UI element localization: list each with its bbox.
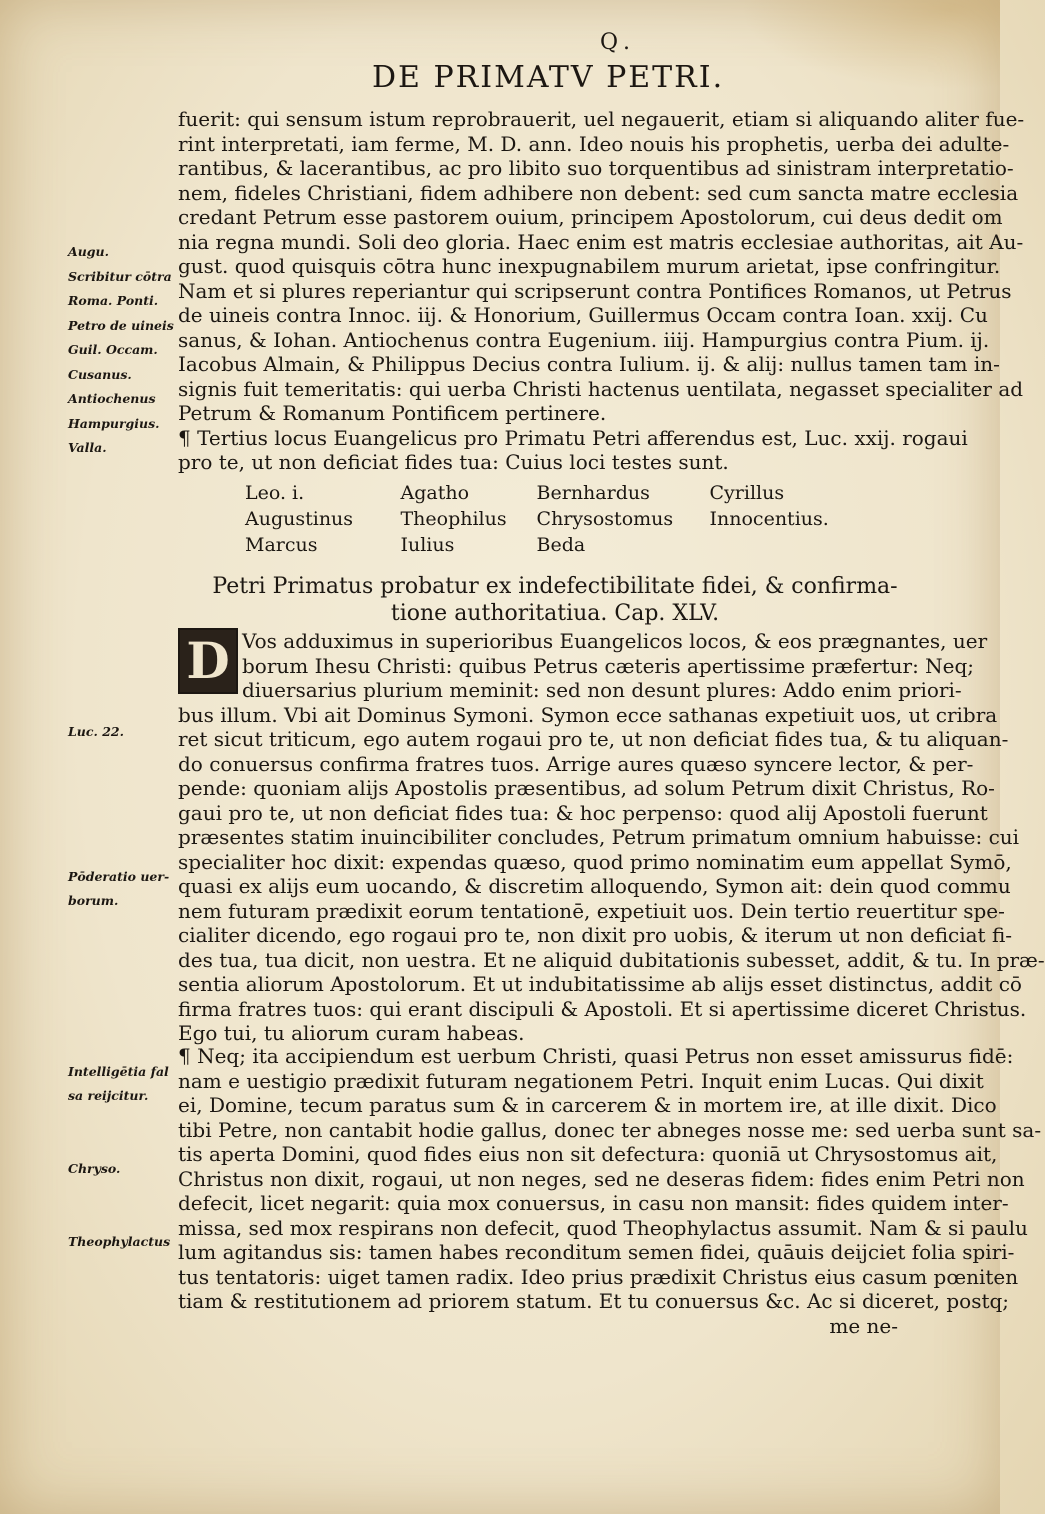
text-line: pende: quoniam alijs Apostolis præsentibus, ad solum Petrum dixit Christus, Ro-	[178, 776, 995, 800]
witness	[710, 532, 865, 558]
text-line: tis aperta Domini, quod fides eius non sit defectura: quoniā ut Chrysostomus ait,	[178, 1142, 998, 1166]
text-line: Christus non dixit, rogaui, ut non neges, sed ne deseras fidem: fides enim Petri non	[178, 1166, 1025, 1191]
witness-row	[245, 532, 865, 558]
text-line: nem, fideles Christiani, fidem adhibere non debent: sed cum sancta matre ecclesia	[178, 180, 1019, 205]
margin-note: Cusanus.	[68, 366, 132, 382]
text-line: tibi Petre, non cantabit hodie gallus, donec ter abneges nosse me: sed uerba sunt sa-	[178, 1117, 1042, 1142]
text-line: nam e uestigio prædixit futuram negationem Petri. Inquit enim Lucas. Qui dixit	[178, 1068, 984, 1093]
text-line: firma fratres tuos: qui erant discipuli & Apostoli. Et si apertissime diceret Christus.	[178, 996, 1027, 1021]
text-line: tiam & restitutionem ad priorem statum. Et tu conuersus &c. Ac si diceret, postq;	[178, 1289, 1010, 1313]
text-section-3	[178, 1044, 1042, 1338]
margin-note: Chryso.	[68, 1161, 121, 1176]
text-line: ¶ Tertius locus Euangelicus pro Primatu Petri afferendus est, Luc. xxij. rogaui	[178, 425, 968, 450]
chapter-heading	[175, 573, 935, 627]
witness: Leo. i.	[245, 482, 305, 504]
margin-note: Petro de uineis	[68, 317, 174, 333]
text-line: gust. quod quisquis cōtra hunc inexpugnabilem murum arietat, ipse confringitur.	[178, 254, 1001, 278]
text-line: do conuersus confirma fratres tuos. Arrige aures quæso syncere lector, & per-	[178, 751, 974, 776]
witness: Theophilus	[400, 508, 507, 530]
text-line: borum Ihesu Christi: quibus Petrus cæteris apertissime præfertur: Neq;	[242, 653, 975, 678]
text-line: signis fuit temeritatis: qui uerba Christi hactenus uentilata, negasset specialiter ad	[178, 376, 1024, 401]
witness: Iulius	[400, 534, 455, 556]
signature-mark: Q.	[600, 30, 636, 55]
witness: Innocentius.	[709, 508, 829, 530]
text-section-1	[178, 107, 1025, 475]
text-line: missa, sed mox respirans non defecit, quod Theophylactus assumit. Nam & si paulu	[178, 1215, 1028, 1240]
witness: Agatho	[400, 482, 470, 504]
chapter-heading-line: Petri Primatus probatur ex indefectibilitate fidei, & confirma-	[212, 574, 898, 599]
witness: Bernhardus	[536, 482, 650, 504]
chapter-heading-line: tione authoritatiua. Cap. XLV.	[390, 601, 720, 626]
text-line: des tua, tua dicit, non uestra. Et ne aliquid dubitationis subesset, addit, & tu. In præ-	[178, 947, 1045, 972]
corner-stain	[740, 0, 1000, 90]
margin-note: Hampurgius.	[68, 415, 160, 431]
text-line: diuersarius plurium meminit: sed non desunt plures: Addo enim priori-	[242, 678, 962, 702]
text-line: defecit, licet negarit: quia mox conuersus, in casu non mansit: fides quidem inter-	[178, 1191, 1009, 1215]
margin-note: Scribitur cōtra	[68, 268, 172, 284]
margin-note: Luc. 22.	[68, 724, 124, 739]
text-line: pro te, ut non deficiat fides tua: Cuius loci testes sunt.	[178, 450, 729, 474]
margin-note: Guil. Occam.	[68, 342, 158, 357]
margin-note: Theophylactus	[68, 1234, 171, 1249]
text-line: ¶ Neq; ita accipiendum est uerbum Christi, quasi Petrus non esset amissurus fidē:	[178, 1044, 1014, 1068]
text-line: sentia aliorum Apostolorum. Et ut indubitatissime ab alijs esset distinctus, addit cō	[178, 972, 1022, 996]
text-line: nem futuram prædixit eorum tentationē, expetiuit uos. Dein tertio reuertitur spe-	[178, 898, 1005, 923]
decorated-initial: D	[178, 628, 238, 694]
text-line: rint interpretati, iam ferme, M. D. ann. Ideo nouis his prophetis, uerba dei adulte-	[178, 131, 1010, 156]
text-line: Petrum & Romanum Pontificem pertinere.	[178, 401, 607, 425]
margin-note: Intelligētia fal	[68, 1064, 169, 1079]
text-line: specialiter hoc dixit: expendas quæso, quod primo nominatim eum appellat Symō,	[178, 849, 1012, 874]
margin-note: Valla.	[68, 440, 107, 455]
text-line: bus illum. Vbi ait Dominus Symoni. Symon ecce sathanas expetiuit uos, ut cribra	[178, 702, 998, 727]
witnesses-list	[245, 480, 865, 558]
text-line: ei, Domine, tecum paratus sum & in carcerem & in mortem ire, at ille dixit. Dico	[178, 1093, 997, 1117]
margin-note: Pōderatio uer-	[68, 869, 170, 884]
text-line: credant Petrum esse pastorem ouium, principem Apostolorum, cui deus dedit om	[178, 205, 1003, 229]
witness-row	[245, 480, 865, 506]
witness: Beda	[536, 534, 586, 556]
margin-note: Antiochenus	[68, 391, 156, 406]
margin-note: sa reijcitur.	[68, 1088, 149, 1103]
text-line: cialiter dicendo, ego rogaui pro te, non dixit pro uobis, & iterum ut non deficiat fi-	[178, 923, 1013, 947]
text-line: gaui pro te, ut non deficiat fides tua: & hoc perpenso: quod alij Apostoli fuerunt	[178, 800, 988, 825]
margin-note: Roma. Ponti.	[68, 293, 159, 308]
text-line: de uineis contra Innoc. iij. & Honorium, Guillermus Occam contra Ioan. xxij. Cu	[178, 303, 988, 327]
text-line: lum agitandus sis: tamen habes reconditum semen fidei, quāuis deijciet folia spiri-	[178, 1240, 1015, 1264]
text-line: Iacobus Almain, & Philippus Decius contra Iulium. ij. & alij: nullus tamen tam in-	[178, 352, 1000, 376]
witness: Chrysostomus	[536, 508, 674, 530]
text-line: nia regna mundi. Soli deo gloria. Haec enim est matris ecclesiae authoritas, ait Au-	[178, 229, 1024, 254]
margin-note: Augu.	[68, 244, 109, 259]
witness: Cyrillus	[709, 482, 785, 504]
margin-notes-block-1	[68, 240, 178, 461]
text-section-2	[178, 629, 1045, 1046]
margin-note: borum.	[68, 893, 119, 908]
text-line: fuerit: qui sensum istum reprobrauerit, uel negauerit, etiam si aliquando aliter fue-	[178, 107, 1025, 131]
catchword: me ne-	[829, 1313, 898, 1338]
text-line: sanus, & Iohan. Antiochenus contra Eugenium. iiij. Hampurgius contra Pium. ij.	[178, 327, 990, 352]
text-line: Ego tui, tu aliorum curam habeas.	[178, 1021, 525, 1045]
text-line: quasi ex alijs eum uocando, & discretim alloquendo, Symon ait: dein quod commu	[178, 874, 1011, 898]
witness: Marcus	[245, 534, 318, 556]
witness: Augustinus	[245, 508, 354, 530]
text-line: rantibus, & lacerantibus, ac pro libito suo torquentibus ad sinistram interpretatio-	[178, 156, 1014, 180]
witness-row	[245, 506, 865, 532]
text-line: Nam et si plures reperiantur qui scripserunt contra Pontifices Romanos, ut Petrus	[178, 278, 1012, 303]
text-line: Vos adduximus in superioribus Euangelicos locos, & eos prægnantes, uer	[242, 629, 988, 653]
text-line: ret sicut triticum, ego autem rogaui pro te, ut non deficiat fides tua, & tu aliquan-	[178, 727, 1009, 751]
text-line: præsentes statim inuincibiliter concludes, Petrum primatum omnium habuisse: cui	[178, 825, 1020, 849]
running-head: DE PRIMATV PETRI.	[372, 60, 725, 95]
text-line: tus tentatoris: uiget tamen radix. Ideo prius prædixit Christus eius casum pœniten	[178, 1264, 1019, 1289]
